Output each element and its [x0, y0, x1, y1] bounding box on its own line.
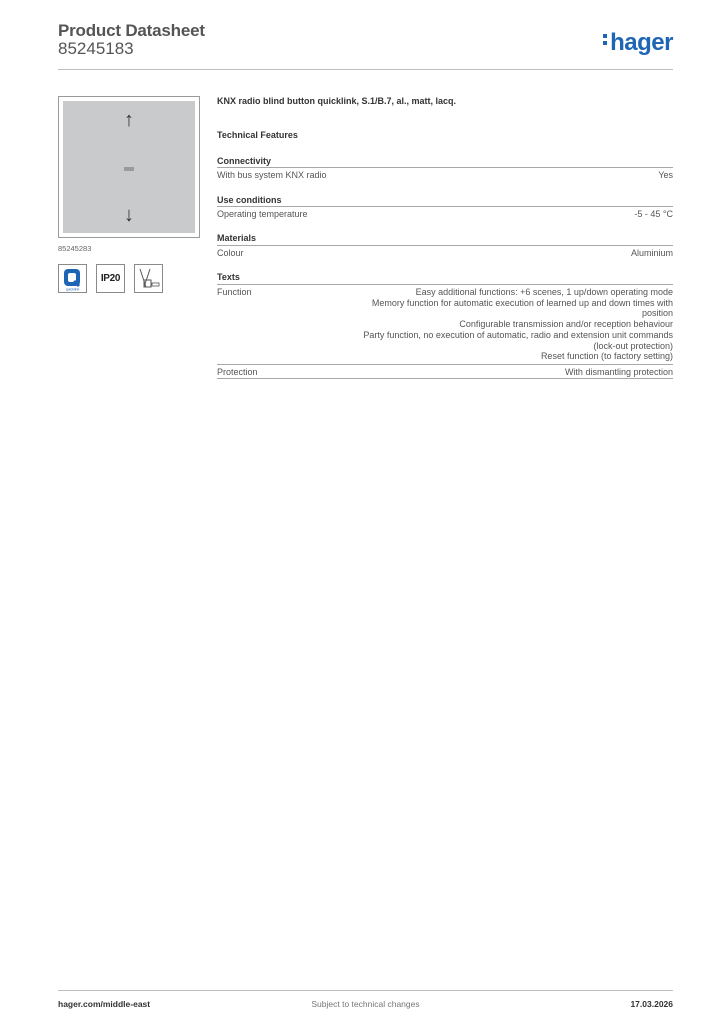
footer-date: 17.03.2026 — [630, 999, 673, 1009]
connectivity-heading: Connectivity — [217, 156, 272, 166]
spec-row-colour — [217, 245, 673, 259]
spec-value: Yes — [658, 170, 673, 180]
footer-note: Subject to technical changes — [311, 999, 420, 1009]
spec-key: With bus system KNX radio — [217, 170, 327, 180]
disposal-icon — [135, 265, 162, 292]
disposal-symbol-badge — [134, 264, 163, 293]
brand-logo — [603, 29, 673, 57]
spec-value: -5 - 45 °C — [634, 209, 673, 219]
spec-key: Protection — [217, 367, 258, 377]
technical-features-heading: Technical Features — [217, 130, 298, 140]
quicklink-badge — [58, 264, 87, 293]
function-line: Easy additional functions: +6 scenes, 1 up/down operating mode — [415, 287, 673, 297]
spec-key: Colour — [217, 248, 244, 258]
function-line: Configurable transmission and/or reception behaviour — [459, 319, 673, 330]
arrow-up-icon: ↑ — [124, 109, 134, 131]
function-line: Memory function for automatic execution of learned up and down times with — [371, 297, 673, 308]
product-image-caption: 85245283 — [58, 244, 92, 253]
spec-key: Function — [217, 287, 252, 297]
quicklink-icon — [59, 265, 86, 292]
use-conditions-heading: Use conditions — [217, 195, 282, 205]
function-line: position — [641, 308, 673, 319]
materials-heading: Materials — [217, 233, 257, 243]
spec-row-connectivity — [217, 167, 673, 181]
function-line: (lock-out protection) — [593, 340, 673, 351]
arrow-down-icon: ↓ — [124, 204, 134, 226]
texts-heading: Texts — [217, 272, 240, 282]
ip20-badge: IP20 — [96, 264, 125, 293]
function-list — [333, 287, 673, 362]
product-faceplate — [63, 101, 195, 233]
spec-key: Operating temperature — [217, 209, 308, 219]
function-line: Reset function (to factory setting) — [540, 351, 673, 362]
function-line: Party function, no execution of automatic, radio and extension unit commands — [363, 329, 673, 340]
footer-website-link[interactable]: hager.com/middle-east — [58, 999, 151, 1009]
status-led — [124, 167, 134, 171]
spec-value: Aluminium — [630, 248, 673, 258]
logo-colon-icon — [603, 31, 608, 48]
spec-row-operating-temperature — [217, 206, 673, 220]
spec-table-bottom-rule — [217, 378, 673, 379]
spec-row-function — [217, 284, 673, 364]
document-title: Product Datasheet — [58, 21, 205, 40]
spec-row-protection — [217, 364, 673, 378]
logo-text: hager — [610, 29, 673, 56]
page-header — [58, 20, 673, 70]
document-product-code: 85245183 — [58, 39, 134, 58]
page-footer — [58, 990, 673, 1009]
spec-value: With dismantling protection — [564, 367, 673, 377]
product-description: KNX radio blind button quicklink, S.1/B.7, al., matt, lacq. — [217, 96, 457, 106]
quicklink-badge-label: quicklink — [65, 287, 80, 292]
product-image — [58, 96, 200, 238]
